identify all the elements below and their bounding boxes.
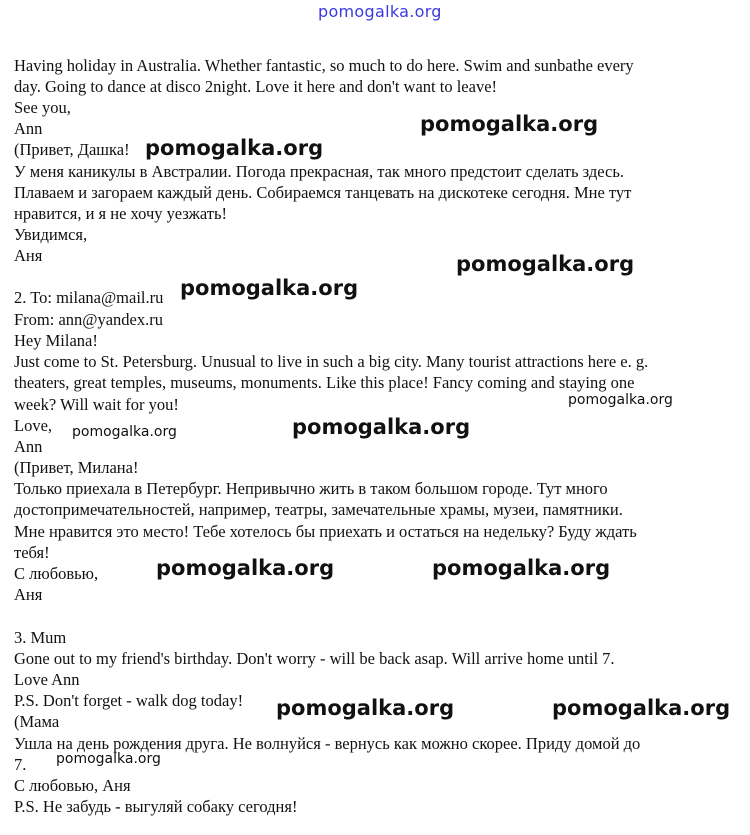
text-line: Having holiday in Australia. Whether fantastic, so much to do here. Swim and sunbathe every xyxy=(14,56,634,75)
text-line: У меня каникулы в Австралии. Погода прекрасная, так много предстоит сделать здесь. xyxy=(14,162,624,181)
text-line: Только приехала в Петербург. Непривычно жить в таком большом городе. Тут много xyxy=(14,479,608,498)
text-line: theaters, great temples, museums, monuments. Like this place! Fancy coming and staying one xyxy=(14,373,635,392)
watermark: pomogalka.org xyxy=(72,424,177,440)
text-line: Ann xyxy=(14,437,43,456)
text-line: Плаваем и загораем каждый день. Собираемся танцевать на дискотеке сегодня. Мне тут xyxy=(14,183,632,202)
watermark: pomogalka.org xyxy=(292,415,471,439)
text-line: тебя! xyxy=(14,543,50,562)
text-line: (Мама xyxy=(14,712,60,731)
watermark: pomogalka.org xyxy=(56,751,161,767)
text-line: week? Will wait for you! xyxy=(14,395,179,414)
text-line: P.S. Не забудь - выгуляй собаку сегодня! xyxy=(14,797,298,816)
text-line: Hey Milana! xyxy=(14,331,98,350)
watermark: pomogalka.org xyxy=(180,276,359,300)
text-line: Аня xyxy=(14,585,43,604)
watermark: pomogalka.org xyxy=(145,136,324,160)
text-line: Love, xyxy=(14,416,53,435)
text-line: Gone out to my friend's birthday. Don't worry - will be back asap. Will arrive home until 7. xyxy=(14,649,615,668)
text-line: Love Ann xyxy=(14,670,80,689)
text-line: See you, xyxy=(14,98,71,117)
header-watermark: pomogalka.org xyxy=(318,2,442,21)
watermark: pomogalka.org xyxy=(552,696,731,720)
text-line: day. Going to dance at disco 2night. Love it here and don't want to leave! xyxy=(14,77,498,96)
watermark: pomogalka.org xyxy=(432,556,611,580)
text-line: нравится, и я не хочу уезжать! xyxy=(14,204,227,223)
text-line: Ann xyxy=(14,119,43,138)
text-line: достопримечательностей, например, театры, замечательные храмы, музеи, памятники. xyxy=(14,500,623,519)
text-line: С любовью, xyxy=(14,564,99,583)
text-line: 7. xyxy=(14,755,27,774)
watermark: pomogalka.org xyxy=(276,696,455,720)
text-line: Мне нравится это место! Тебе хотелось бы приехать и остаться на недельку? Буду ждать xyxy=(14,522,637,541)
text-line: 2. To: milana@mail.ru xyxy=(14,288,164,307)
text-line: P.S. Don't forget - walk dog today! xyxy=(14,691,244,710)
text-line: Just come to St. Petersburg. Unusual to live in such a big city. Many tourist attractions here e. g. xyxy=(14,352,649,371)
text-line: (Привет, Милана! xyxy=(14,458,139,477)
text-line: (Привет, Дашка! xyxy=(14,140,130,159)
watermark: pomogalka.org xyxy=(420,112,599,136)
text-line: Увидимся, xyxy=(14,225,88,244)
watermark: pomogalka.org xyxy=(156,556,335,580)
text-line: С любовью, Аня xyxy=(14,776,131,795)
text-line: Ушла на день рождения друга. Не волнуйся - вернусь как можно скорее. Приду домой до xyxy=(14,734,641,753)
text-line: Аня xyxy=(14,246,43,265)
watermark: pomogalka.org xyxy=(456,252,635,276)
text-line: 3. Mum xyxy=(14,628,67,647)
watermark: pomogalka.org xyxy=(568,392,673,408)
text-line: From: ann@yandex.ru xyxy=(14,310,163,329)
